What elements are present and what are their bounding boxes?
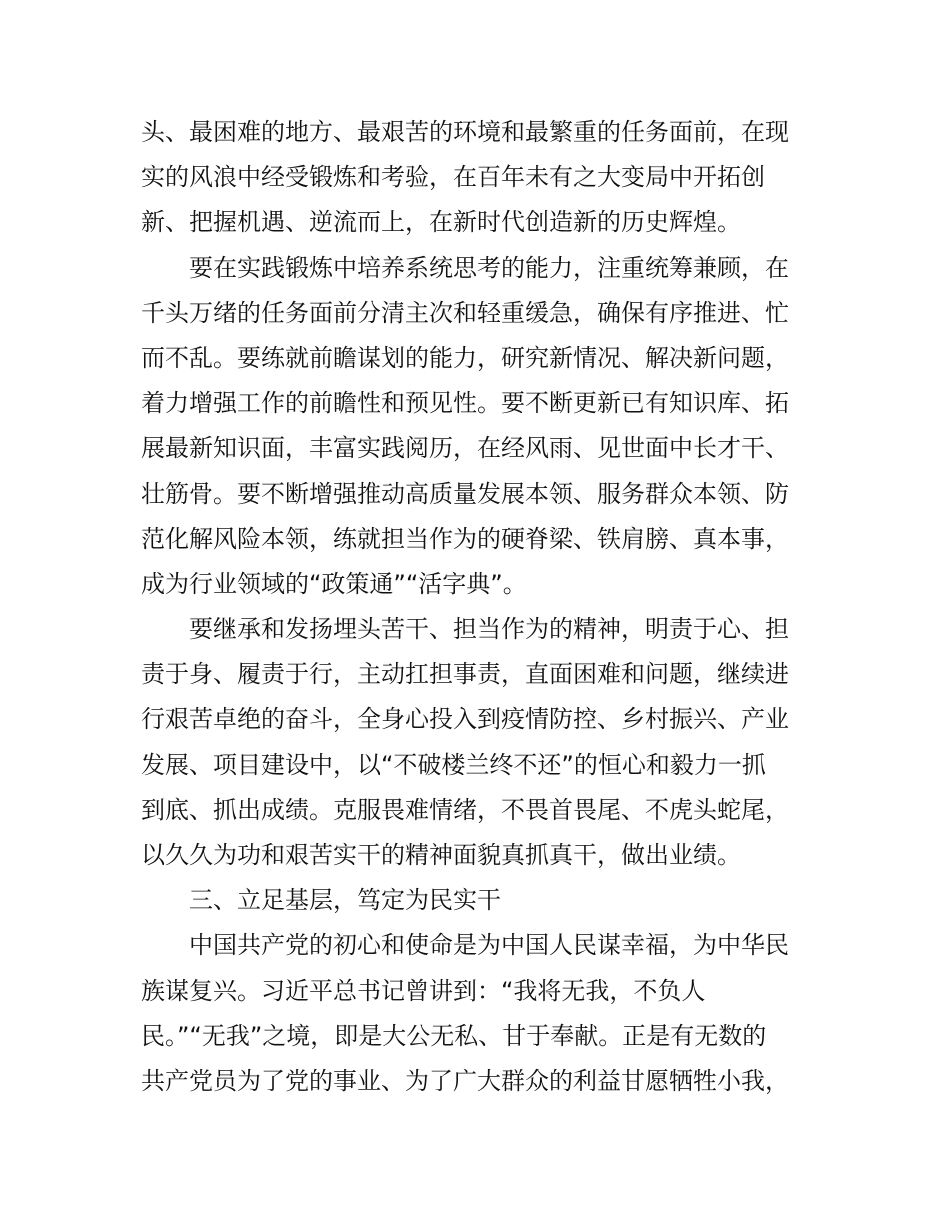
paragraph-system-thinking — [141, 246, 811, 608]
text-line: 壮筋骨。要不断增强推动高质量发展本领、服务群众本领、防 — [141, 479, 789, 508]
text-line: 族谋复兴。习近平总书记曾讲到：“我将无我，不负人 — [141, 976, 706, 1005]
text-line: 中国共产党的初心和使命是为中国人民谋幸福，为中华民 — [189, 931, 789, 960]
text-line: 民。”“无我”之境，即是大公无私、甘于奉献。正是有无数的 — [141, 1021, 767, 1050]
text-line: 展最新知识面，丰富实践阅历，在经风雨、见世面中长才干、 — [141, 434, 789, 463]
text-line: 责于身、履责于行，主动扛担事责，直面困难和问题，继续进 — [141, 660, 789, 689]
text-line: 成为行业领域的“政策通”“活字典”。 — [141, 569, 527, 598]
text-line: 实的风浪中经受锻炼和考验，在百年未有之大变局中开拓创 — [141, 163, 765, 192]
text-line: 着力增强工作的前瞻性和预见性。要不断更新已有知识库、拓 — [141, 389, 789, 418]
text-line: 要在实践锻炼中培养系统思考的能力，注重统筹兼顾，在 — [189, 253, 789, 282]
text-line: 行艰苦卓绝的奋斗，全身心投入到疫情防控、乡村振兴、产业 — [141, 705, 789, 734]
paragraph-hard-work — [141, 607, 811, 878]
section-heading — [141, 878, 811, 923]
paragraph-original-mission — [141, 923, 811, 1104]
text-line: 新、把握机遇、逆流而上，在新时代创造新的历史辉煌。 — [141, 208, 741, 237]
text-line: 要继承和发扬埋头苦干、担当作为的精神，明责于心、担 — [189, 615, 789, 644]
text-line: 千头万绪的任务面前分清主次和轻重缓急，确保有序推进、忙 — [141, 298, 789, 327]
text-line: 以久久为功和艰苦实干的精神面貌真抓真干，做出业绩。 — [141, 841, 741, 869]
section-heading-text: 三、立足基层，笃定为民实干 — [189, 886, 501, 915]
text-line: 范化解风险本领，练就担当作为的硬脊梁、铁肩膀、真本事， — [141, 524, 789, 553]
text-line: 而不乱。要练就前瞻谋划的能力，研究新情况、解决新问题， — [141, 343, 789, 372]
text-line: 发展、项目建设中，以“不破楼兰终不还”的恒心和毅力一抓 — [141, 750, 766, 779]
paragraph-continuation — [141, 110, 811, 246]
document-body — [141, 110, 811, 1104]
text-line: 共产党员为了党的事业、为了广大群众的利益甘愿牺牲小我， — [141, 1066, 789, 1095]
text-line: 到底、抓出成绩。克服畏难情绪，不畏首畏尾、不虎头蛇尾， — [141, 795, 789, 824]
text-line: 头、最困难的地方、最艰苦的环境和最繁重的任务面前，在现 — [141, 118, 789, 146]
